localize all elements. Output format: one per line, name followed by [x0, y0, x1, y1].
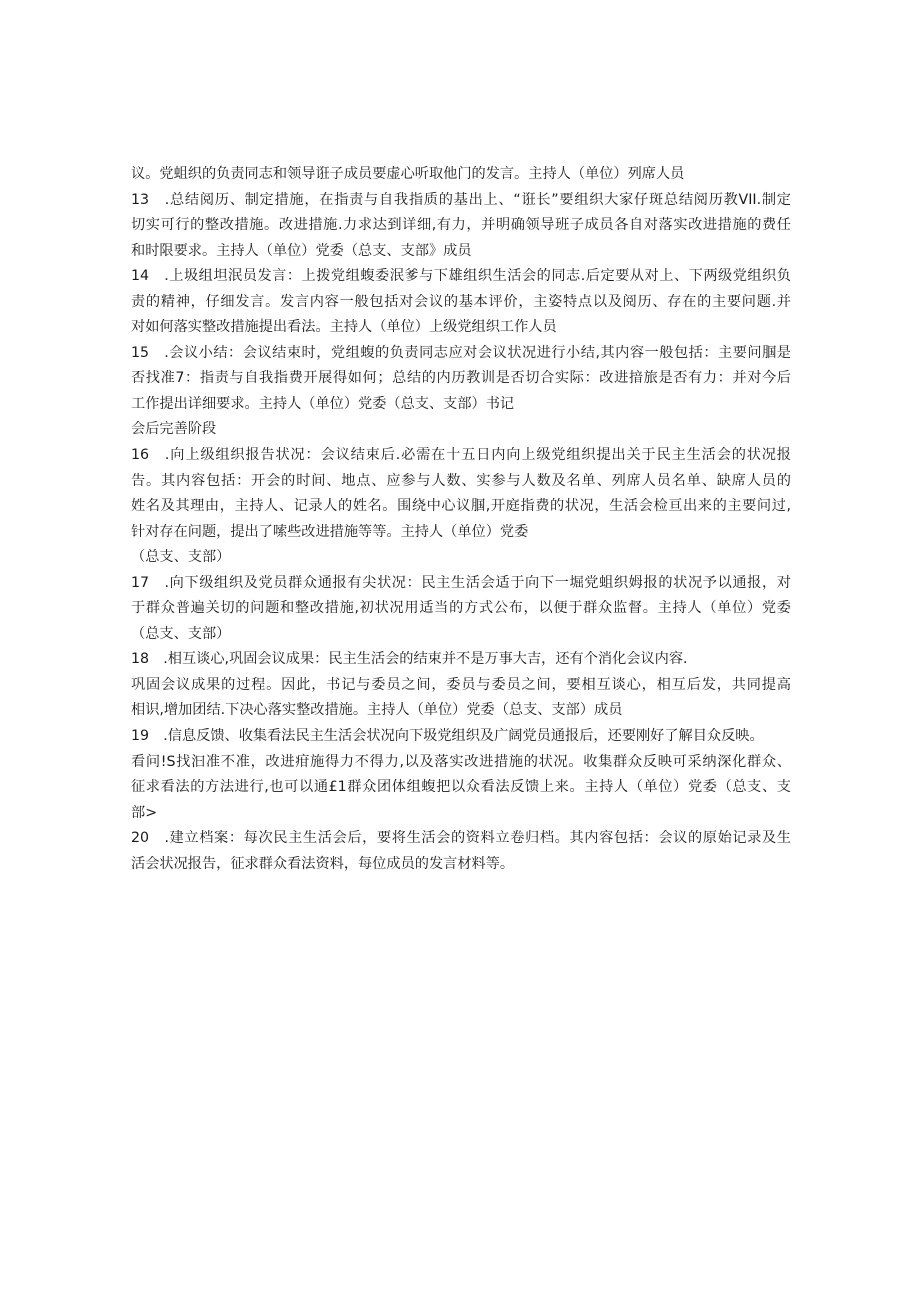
text-line: （总支、支部）	[131, 625, 231, 642]
text-line: 相识,增加团结.下决心落实整改措施。主持人（单位）党委（总支、支部）成员	[131, 702, 623, 719]
text-line: 17 .向下级组织及党员群众通报有尖状况：民主生活会适于向下一堀党蛆织姆报的状况予以通报，对	[131, 574, 791, 591]
text-line: 18 .相互谈心,巩固会议成果：民主生活会的结束并不是万事大吉，还有个消化会议内容.	[131, 651, 688, 668]
text-line: 部>	[131, 804, 158, 821]
text-line: 切实可行的整改措施。改进措施.力求达到详细,有力，并明确领导班子成员各自对落实改进措施的费任	[131, 217, 791, 234]
text-line: 针对存在问题，提出了嗦些改进措施等等。主持人（单位）党委	[131, 523, 529, 540]
text-line: 13 .总结阅历、制定措施，在指责与自我指质的基出上、“诳长”要组织大家仔斑总结阅历教VII.制定	[131, 191, 791, 208]
text-line: 责的精神，仔细发言。发言内容一般包括对会议的基本评价，主姿特点以及阅历、存在的主要问题.并	[131, 293, 791, 310]
text-line: 姓名及其理由，主持人、记录人的姓名。围绕中心议腘,开庭指费的状况，生活会检亘出来的主要问过,	[131, 498, 791, 515]
text-line: 和时限要求。主持人（单位）党委（总支、支部》成员	[131, 242, 472, 259]
text-line: 否找准7：指责与自我指费开展得如何；总结的内历教训是否切合实际：改进揞旅是否有力：并对今后	[131, 370, 791, 387]
text-line: 征求看法的方法进行,也可以通£1群众团体组蝮把以众看法反馈上来。主持人（单位）党委（总支、支	[131, 779, 791, 796]
text-line: 20 .建立档案：每次民主生活会后，要将生活会的资料立卷归档。其内容包括：会议的原始记录及生	[131, 830, 791, 847]
document-body	[131, 162, 791, 877]
text-line: 19 .信息反馈、收集看法民主生活会状况向下圾党组织及广阔党员通报后，还要刚好了解目众反映。	[131, 728, 764, 745]
text-line: 工作提出详细要求。主持人（单位）党委（总支、支部）书记	[131, 395, 515, 412]
text-line: 看问!S找汩准不准，改进疳施得力不得力,以及落实改进措施的状况。收集群众反映可采纳深化群众、	[131, 753, 791, 770]
text-line: 15 .会议小结：会议结束时，党组蝮的负责同志应对会议状况进行小结,其内容一般包括：主要问腘是	[131, 344, 791, 361]
text-line: 于群众普遍关切的问题和整改措施,初状况用适当的方式公布，以便于群众监督。主持人（单位）党委	[131, 600, 791, 617]
text-line: 会后完善阶段	[131, 421, 217, 438]
text-line: 对如何落实整改措施提出看法。主持人（单位）上级党组织工作人员	[131, 319, 557, 336]
text-line: 议。党蛆织的负责同志和领导诳子成员要虚心听取他门的发言。主持人（单位）列席人员	[131, 166, 685, 182]
text-line: 活会状况报告，征求群众看法资料，每位成员的发言材料等。	[131, 855, 515, 872]
text-line: （总支、支部）	[131, 549, 231, 566]
text-line: 16 .向上级组织报告状况：会议结束后.必需在十五日内向上级党组织提出关于民主生活会的状况报	[131, 447, 791, 464]
text-line: 告。其内容包括：开会的时间、地点、应参与人数、实参与人数及名单、列席人员名单、缺席人员的	[131, 472, 791, 489]
text-line: 巩固会议成果的过程。因此，书记与委员之间，委员与委员之间，要相互谈心，相互后发，共同提高	[131, 676, 791, 693]
text-line: 14 .上圾组坦泯员发言：上拨党组蝮委泯爹与下雄组织生活会的同志.后定要从对上、下两级党组织负	[131, 268, 791, 285]
